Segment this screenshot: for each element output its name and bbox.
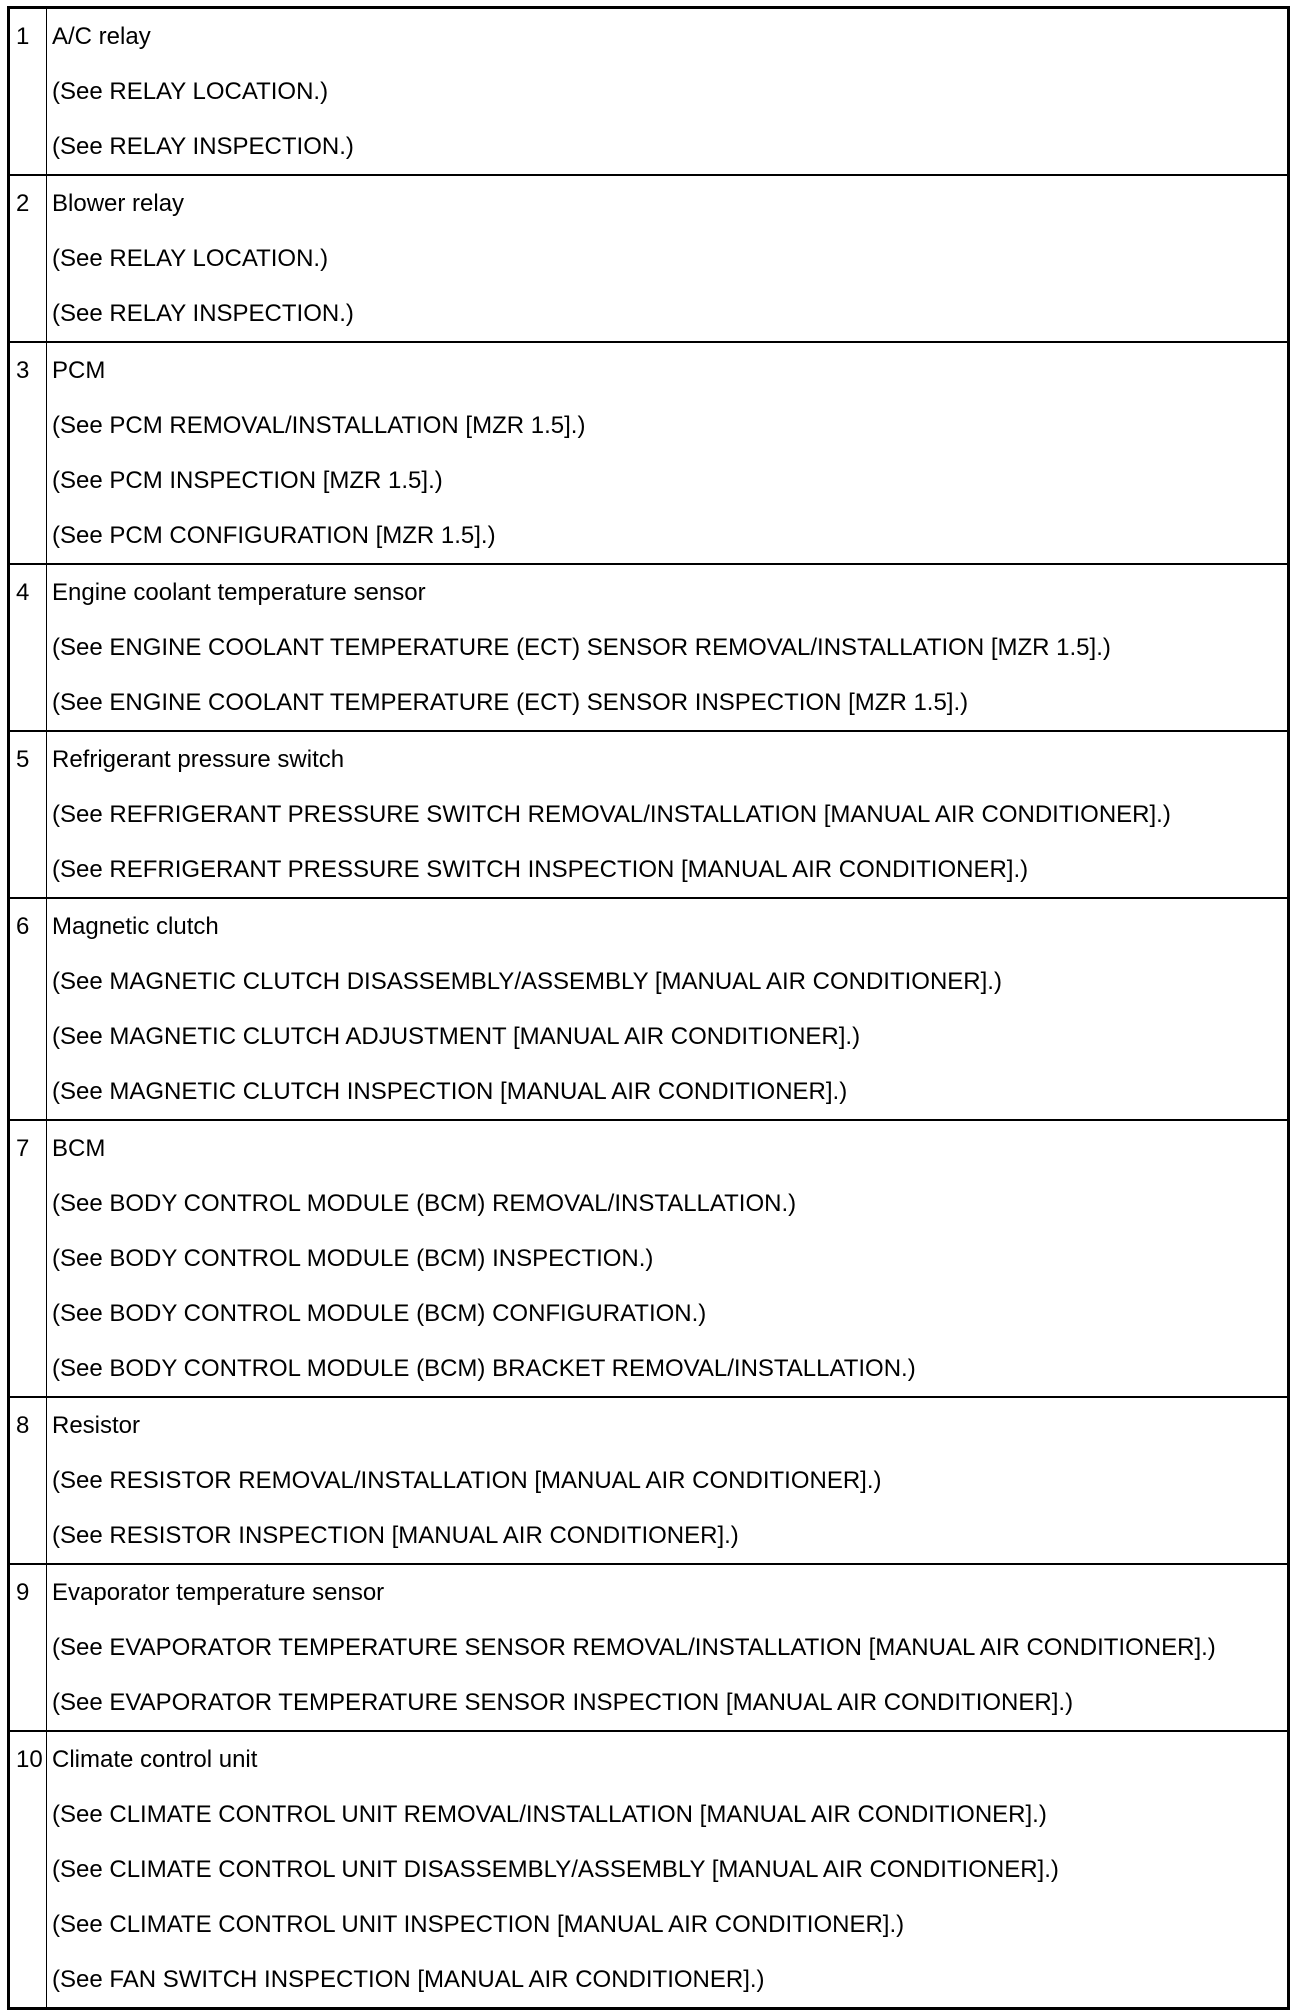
component-name: Magnetic clutch (52, 913, 219, 940)
table-row (9, 175, 1289, 342)
component-name: Engine coolant temperature sensor (52, 579, 426, 606)
procedure-reference: (See EVAPORATOR TEMPERATURE SENSOR REMOVAL/INSTALLATION [MANUAL AIR CONDITIONER].) (52, 1634, 1216, 1661)
component-name: Resistor (52, 1412, 141, 1439)
procedure-reference: (See FAN SWITCH INSPECTION [MANUAL AIR CONDITIONER].) (52, 1966, 765, 1993)
item-content (47, 8, 1289, 176)
component-name: PCM (52, 357, 106, 384)
procedure-reference: (See RELAY INSPECTION.) (52, 133, 354, 160)
procedure-reference: (See PCM REMOVAL/INSTALLATION [MZR 1.5].) (52, 412, 586, 439)
procedure-reference: (See MAGNETIC CLUTCH ADJUSTMENT [MANUAL AIR CONDITIONER].) (52, 1023, 861, 1050)
component-reference-table (7, 6, 1290, 2010)
table-row (9, 1731, 1289, 2009)
table-row (9, 898, 1289, 1120)
table-row (9, 8, 1289, 176)
item-content (47, 731, 1289, 898)
procedure-reference: (See BODY CONTROL MODULE (BCM) CONFIGURATION.) (52, 1300, 707, 1327)
item-number: 2 (9, 175, 47, 342)
component-name: Refrigerant pressure switch (52, 746, 345, 773)
procedure-reference: (See ENGINE COOLANT TEMPERATURE (ECT) SENSOR REMOVAL/INSTALLATION [MZR 1.5].) (52, 634, 1111, 661)
table-row (9, 1564, 1289, 1731)
procedure-reference: (See ENGINE COOLANT TEMPERATURE (ECT) SENSOR INSPECTION [MZR 1.5].) (52, 689, 969, 716)
item-number: 1 (9, 8, 47, 176)
item-number: 6 (9, 898, 47, 1120)
procedure-reference: (See EVAPORATOR TEMPERATURE SENSOR INSPECTION [MANUAL AIR CONDITIONER].) (52, 1689, 1074, 1716)
item-number: 7 (9, 1120, 47, 1397)
procedure-reference: (See RESISTOR REMOVAL/INSTALLATION [MANUAL AIR CONDITIONER].) (52, 1467, 882, 1494)
item-content (47, 898, 1289, 1120)
table-row (9, 1120, 1289, 1397)
procedure-reference: (See PCM CONFIGURATION [MZR 1.5].) (52, 522, 496, 549)
procedure-reference: (See BODY CONTROL MODULE (BCM) REMOVAL/INSTALLATION.) (52, 1190, 797, 1217)
procedure-reference: (See BODY CONTROL MODULE (BCM) BRACKET REMOVAL/INSTALLATION.) (52, 1355, 916, 1382)
procedure-reference: (See RELAY LOCATION.) (52, 78, 329, 105)
item-number: 9 (9, 1564, 47, 1731)
item-number: 5 (9, 731, 47, 898)
component-name: Climate control unit (52, 1746, 258, 1773)
procedure-reference: (See CLIMATE CONTROL UNIT INSPECTION [MANUAL AIR CONDITIONER].) (52, 1911, 905, 1938)
item-content (47, 342, 1289, 564)
procedure-reference: (See MAGNETIC CLUTCH INSPECTION [MANUAL AIR CONDITIONER].) (52, 1078, 848, 1105)
procedure-reference: (See RELAY LOCATION.) (52, 245, 329, 272)
table-body (9, 8, 1289, 2009)
table-row (9, 1397, 1289, 1564)
item-number: 3 (9, 342, 47, 564)
procedure-reference: (See RESISTOR INSPECTION [MANUAL AIR CONDITIONER].) (52, 1522, 739, 1549)
item-content (47, 1120, 1289, 1397)
item-content (47, 1564, 1289, 1731)
table-row (9, 342, 1289, 564)
item-content (47, 1397, 1289, 1564)
item-content (47, 564, 1289, 731)
procedure-reference: (See CLIMATE CONTROL UNIT DISASSEMBLY/ASSEMBLY [MANUAL AIR CONDITIONER].) (52, 1856, 1059, 1883)
procedure-reference: (See RELAY INSPECTION.) (52, 300, 354, 327)
component-name: BCM (52, 1135, 106, 1162)
item-content (47, 1731, 1289, 2009)
item-number: 4 (9, 564, 47, 731)
item-number: 8 (9, 1397, 47, 1564)
component-name: A/C relay (52, 23, 151, 50)
procedure-reference: (See CLIMATE CONTROL UNIT REMOVAL/INSTALLATION [MANUAL AIR CONDITIONER].) (52, 1801, 1047, 1828)
procedure-reference: (See BODY CONTROL MODULE (BCM) INSPECTION.) (52, 1245, 654, 1272)
item-number: 10 (9, 1731, 47, 2009)
component-name: Evaporator temperature sensor (52, 1579, 385, 1606)
table-row (9, 564, 1289, 731)
procedure-reference: (See REFRIGERANT PRESSURE SWITCH REMOVAL/INSTALLATION [MANUAL AIR CONDITIONER].) (52, 801, 1171, 828)
procedure-reference: (See MAGNETIC CLUTCH DISASSEMBLY/ASSEMBLY [MANUAL AIR CONDITIONER].) (52, 968, 1002, 995)
procedure-reference: (See PCM INSPECTION [MZR 1.5].) (52, 467, 443, 494)
procedure-reference: (See REFRIGERANT PRESSURE SWITCH INSPECTION [MANUAL AIR CONDITIONER].) (52, 856, 1029, 883)
table-row (9, 731, 1289, 898)
item-content (47, 175, 1289, 342)
component-name: Blower relay (52, 190, 185, 217)
